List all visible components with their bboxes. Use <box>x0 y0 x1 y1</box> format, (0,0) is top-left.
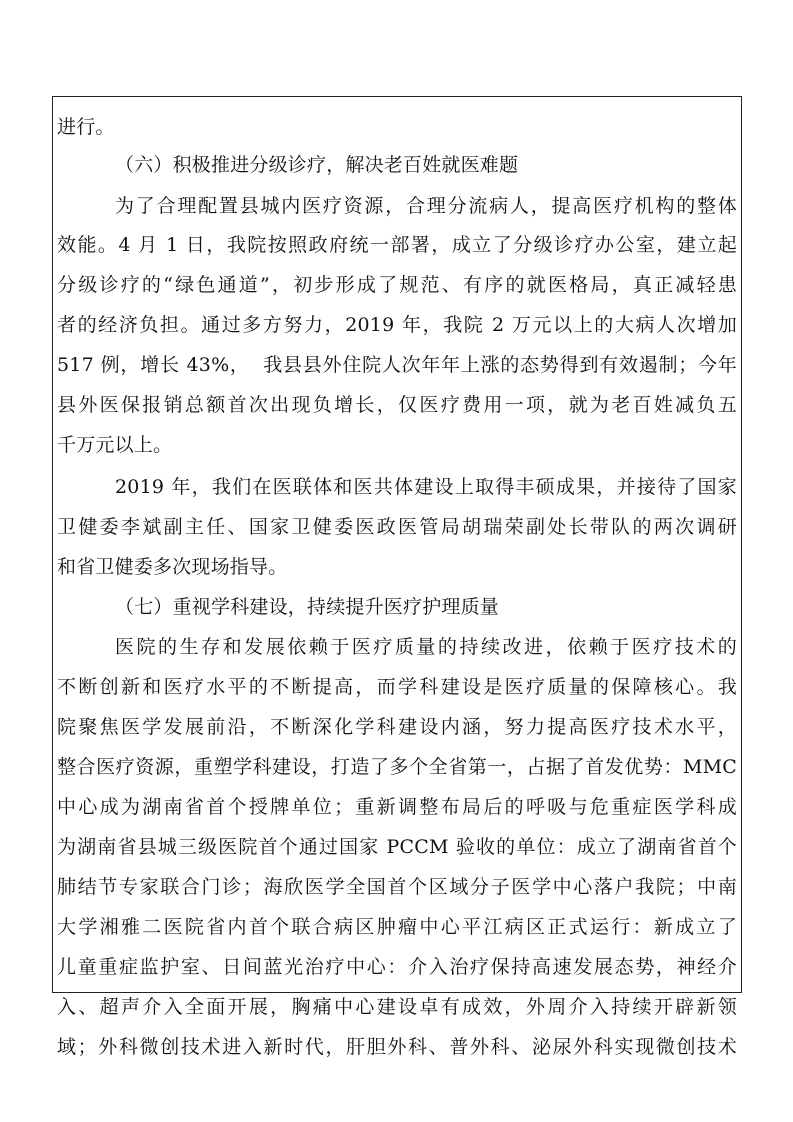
section-heading: （六）积极推进分级诊疗，解决老百姓就医难题 <box>115 154 519 176</box>
text-line: 卫健委李斌副主任、国家卫健委医政医管局胡瑞荣副处长带队的两次调研 <box>57 516 737 538</box>
text-line: 效能。4 月 1 日，我院按照政府统一部署，成立了分级诊疗办公室，建立起 <box>57 234 737 256</box>
section-heading: （七）重视学科建设，持续提升医疗护理质量 <box>115 596 500 618</box>
text-line: 者的经济负担。通过多方努力，2019 年，我院 2 万元以上的大病人次增加 <box>57 314 737 336</box>
text-line: 肺结节专家联合门诊；海欣医学全国首个区域分子医学中心落户我院；中南 <box>57 876 737 898</box>
text-line: 整合医疗资源，重塑学科建设，打造了多个全省第一，占据了首发优势：MMC <box>57 756 737 778</box>
text-line: 进行。 <box>57 116 115 138</box>
text-line: 为了合理配置县城内医疗资源，合理分流病人，提高医疗机构的整体 <box>115 195 737 217</box>
text-line: 千万元以上。 <box>57 434 173 456</box>
text-line: 2019 年，我们在医联体和医共体建设上取得丰硕成果，并接待了国家 <box>115 476 737 498</box>
text-line: 儿童重症监护室、日间蓝光治疗中心：介入治疗保持高速发展态势，神经介 <box>57 956 737 978</box>
text-line: 域；外科微创技术进入新时代，肝胆外科、普外科、泌尿外科实现微创技术 <box>57 1036 737 1058</box>
text-line: 县外医保报销总额首次出现负增长，仅医疗费用一项，就为老百姓减负五 <box>57 394 737 416</box>
text-line: 不断创新和医疗水平的不断提高，而学科建设是医疗质量的保障核心。我 <box>57 676 737 698</box>
text-line: 517 例，增长 43%， 我县县外住院人次年年上涨的态势得到有效遏制；今年 <box>57 354 737 376</box>
text-line: 院聚焦医学发展前沿，不断深化学科建设内涵，努力提高医疗技术水平， <box>57 716 737 738</box>
text-line: 分级诊疗的“绿色通道”，初步形成了规范、有序的就医格局，真正减轻患 <box>57 274 737 296</box>
text-line: 入、超声介入全面开展，胸痛中心建设卓有成效，外周介入持续开辟新领 <box>57 996 737 1018</box>
text-line: 为湖南省县城三级医院首个通过国家 PCCM 验收的单位：成立了湖南省首个 <box>57 836 737 858</box>
text-line: 大学湘雅二医院省内首个联合病区肿瘤中心平江病区正式运行：新成立了 <box>57 916 737 938</box>
text-line: 医院的生存和发展依赖于医疗质量的持续改进，依赖于医疗技术的 <box>115 636 737 658</box>
text-line: 和省卫健委多次现场指导。 <box>57 556 288 578</box>
text-line: 中心成为湖南省首个授牌单位；重新调整布局后的呼吸与危重症医学科成 <box>57 796 737 818</box>
